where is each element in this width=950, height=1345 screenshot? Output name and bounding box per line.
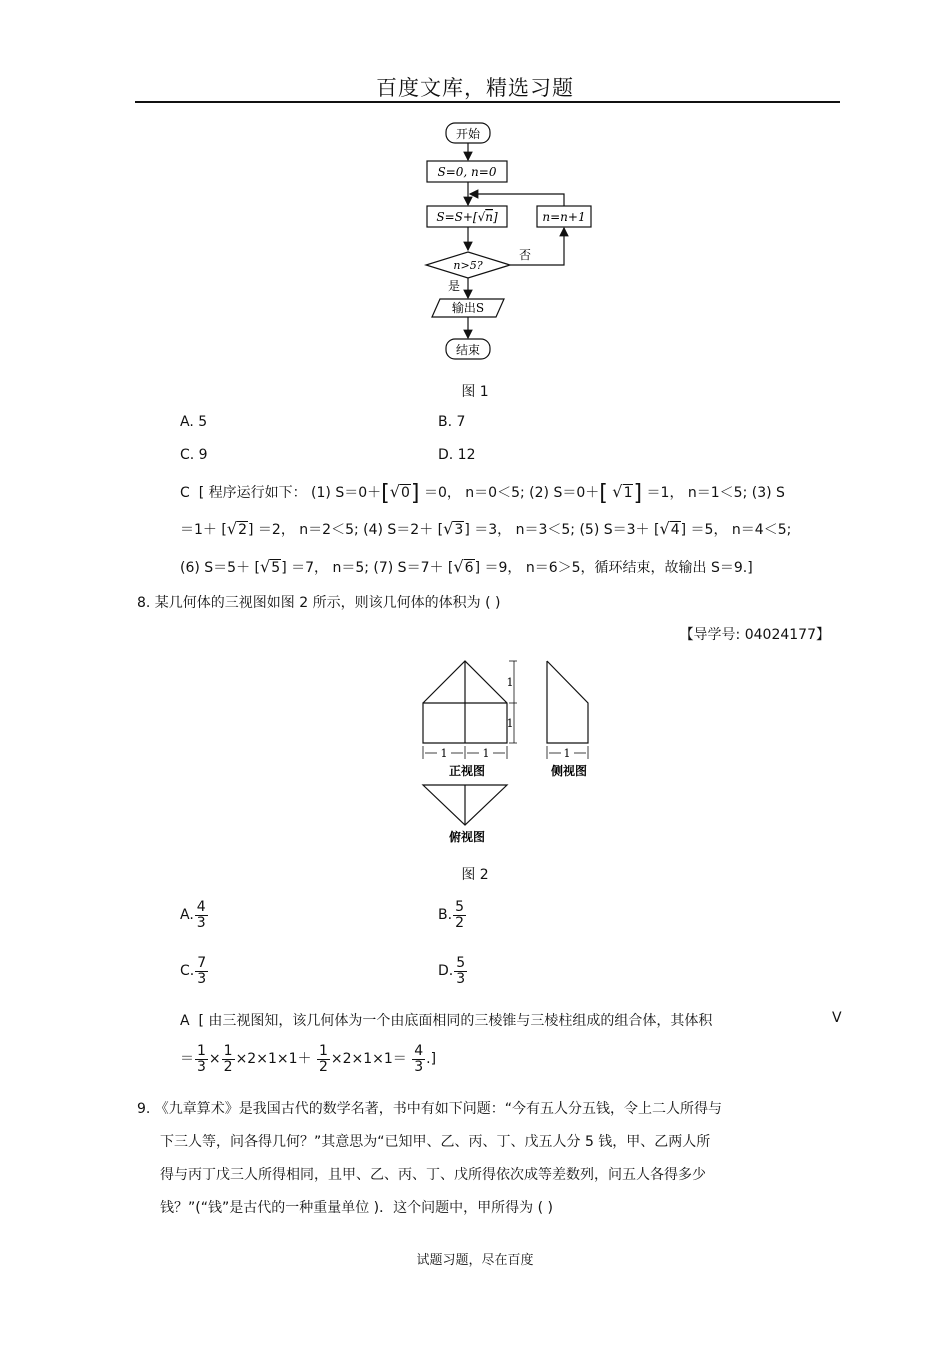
dim-label-front-height-top: 1	[506, 676, 514, 689]
flow-assign-label: S=S+[√n]	[436, 210, 498, 224]
q9-line1: 9. 《九章算术》是我国古代的数学名著，书中有如下问题：“今有五人分五钱，令上二人所得与	[137, 1101, 723, 1117]
side-view-shape	[547, 661, 588, 743]
dim-label-side-width: 1	[563, 747, 571, 760]
q9-line3: 得与丙丁戊三人所得相同，且甲、乙、丙、丁、戊所得依次成等差数列，问五人各得多少	[160, 1167, 706, 1183]
page-header-title: 百度文库，精选习题	[376, 76, 574, 100]
flow-increment-label: n=n+1	[542, 210, 586, 224]
q7-option-b: B. 7	[438, 414, 466, 430]
flowchart-figure	[420, 118, 620, 368]
dim-label-front-width-left: 1	[440, 747, 448, 760]
flow-start-label: 开始	[455, 127, 481, 141]
q8-stem: 8. 某几何体的三视图如图 2 所示，则该几何体的体积为 ( )	[137, 595, 501, 611]
q8-option-d: D. $\frac{5}{3}$	[438, 955, 466, 987]
flow-no-label: 否	[518, 248, 532, 262]
flow-condition-label: n>5?	[453, 259, 483, 272]
dim-label-front-width-right: 1	[482, 747, 490, 760]
page-footer: 试题习题，尽在百度	[416, 1253, 534, 1268]
flow-end-label: 结束	[455, 343, 481, 357]
figure2-caption: 图 2	[461, 867, 489, 883]
flow-init-label: S=0, n=0	[437, 165, 497, 179]
q8-option-a: A. $\frac{4}{3}$	[180, 899, 206, 931]
q9-line2: 下三人等，问各得几何？”其意思为“已知甲、乙、丙、丁、戊五人分 5 钱，甲、乙两人所	[160, 1134, 711, 1150]
front-view-label: 正视图	[448, 764, 486, 778]
q7-option-a: A. 5	[180, 414, 208, 430]
q8-solution-line1: A [ 由三视图知，该几何体为一个由底面相同的三棱锥与三棱柱组成的组合体，其体积	[180, 1013, 713, 1029]
q7-solution-line2: ＝1＋ [√2] ＝2， n＝2＜5; (4) S＝2＋ [√3] ＝3， n＝3＜5; (5) S＝3＋ [√4] ＝5， n＝4＜5;	[180, 519, 792, 538]
flow-yes-label: 是	[447, 279, 461, 293]
q7-solution-line3: (6) S＝5＋ [√5] ＝7， n＝5; (7) S＝7＋ [√6] ＝9， n＝6＞5，循环结束，故输出 S＝9.]	[180, 557, 753, 576]
header-rule	[135, 101, 840, 103]
q7-option-c: C. 9	[180, 447, 208, 463]
q9-line4: 钱？”(“钱”是古代的一种重量单位 )．这个问题中，甲所得为 ( )	[160, 1200, 553, 1216]
flow-output-label: 输出S	[451, 301, 485, 315]
q8-option-c: C. $\frac{7}{3}$	[180, 955, 207, 987]
q8-option-b: B. $\frac{5}{2}$	[438, 899, 464, 931]
top-view-label: 俯视图	[448, 830, 486, 844]
q8-guide-number: 【导学号: 04024177】	[679, 627, 830, 643]
q8-solution-volume-symbol: V	[832, 1010, 842, 1026]
q7-option-d: D. 12	[438, 447, 476, 463]
three-views-figure	[415, 655, 605, 850]
side-view-label: 侧视图	[550, 764, 588, 778]
q7-solution-line1: C [ 程序运行如下： (1) S＝0＋[√0] ＝0， n＝0＜5; (2) S＝0＋[ √1] ＝1， n＝1＜5; (3) S	[180, 481, 785, 506]
figure1-caption: 图 1	[461, 384, 489, 400]
dim-label-front-height-bottom: 1	[506, 717, 514, 730]
q8-solution-line2: ＝ $\frac{1}{3}$ × $\frac{1}{2}$ ×2×1×1＋ $\frac{1}{2}$ ×2×1×1＝ $\frac{4}{3}$ .]	[180, 1043, 437, 1075]
